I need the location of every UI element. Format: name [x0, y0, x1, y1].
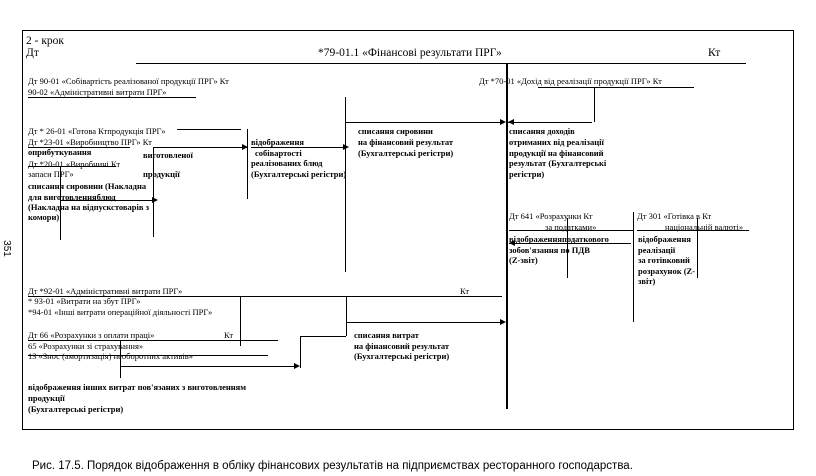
account-92-line — [28, 296, 502, 297]
account-92-01-kt: Кт — [460, 286, 470, 296]
connector — [509, 243, 631, 244]
figure-caption: Рис. 17.5. Порядок відображення в обліку фінансових результатів на підприємствах ресторанного господарства. — [32, 460, 633, 472]
account-13-line — [28, 355, 268, 356]
income-3: продукції на фінансовий — [509, 148, 604, 158]
main-account-kt: Кт — [708, 47, 721, 59]
account-66-kt: Кт — [224, 330, 234, 340]
fin-result-1a: списання сировини — [358, 126, 433, 136]
income-2: отриманих від реалізації — [509, 137, 604, 147]
account-301-split — [697, 218, 698, 278]
connector — [300, 336, 301, 368]
account-301-e: за готівковий — [638, 255, 690, 265]
account-92-01: Дт *92-01 «Адміністративні витрати ПРГ» — [28, 286, 183, 296]
connector — [633, 212, 634, 322]
fin-result-2c: (Бухгалтерські регістри) — [354, 351, 450, 361]
account-301-a: Дт 301 «Готівка в Кт — [637, 211, 712, 221]
account-90-line — [28, 97, 196, 98]
step-label: 2 - крок — [26, 35, 65, 47]
account-301-g: звіт) — [638, 276, 656, 286]
connector — [120, 366, 294, 367]
main-account-dt: Дт — [26, 47, 39, 59]
connector — [251, 147, 305, 148]
connector — [153, 147, 154, 237]
account-70-01: Дт *70-01 «Дохід від реалізації продукції ПРГ» Кт — [479, 76, 662, 86]
account-641-e: (Z-звіт) — [509, 255, 538, 265]
arrow-right-icon — [343, 144, 349, 150]
account-641-d: зобов'язання по ПДВ — [509, 245, 590, 255]
account-66: Дт 66 «Розрахунки з оплати праці» — [28, 330, 155, 340]
main-account-line — [136, 63, 746, 64]
arrow-right-icon — [500, 319, 506, 325]
account-301-c: відображення — [638, 234, 691, 244]
reflect-cost-3: реалізованих блюд — [251, 158, 323, 168]
connector — [594, 87, 595, 122]
account-20-line — [28, 166, 116, 167]
connector — [346, 296, 347, 336]
raw-writeoff-1: списання сировини (Накладна — [28, 181, 147, 191]
connector — [222, 147, 244, 148]
main-account-split-line — [506, 64, 508, 409]
account-641-line — [509, 230, 633, 231]
raw-writeoff-4: комори) — [28, 212, 60, 222]
account-641-b: за податками» — [545, 222, 597, 232]
products-label: продукції — [143, 169, 180, 179]
account-301-d: реалізації — [638, 245, 676, 255]
account-90-01: Дт 90-01 «Собівартість реалізованої продукції ПРГ» Кт — [28, 76, 229, 86]
page-number: 351 — [0, 240, 12, 257]
account-641-a: Дт 641 «Розрахунки Кт — [509, 211, 593, 221]
produced-label: виготовленої — [143, 150, 193, 160]
other-expenses-1: відображення інших витрат пов'язаних з виготовленням — [28, 382, 247, 392]
account-93-01: * 93-01 «Витрати на збут ПРГ» — [28, 296, 141, 306]
fin-result-2b: на фінансовий результат — [354, 341, 450, 351]
account-26-line — [177, 129, 241, 130]
connector — [345, 122, 500, 123]
connector — [346, 322, 500, 323]
account-20-01-a: Дт *20-01 «Виробничі Кт — [28, 159, 121, 169]
fin-result-1b: на фінансовий результат — [358, 137, 454, 147]
account-23-01: Дт *23-01 «Виробництво ПРГ» Кт — [28, 137, 152, 147]
fin-result-1c: (Бухгалтерські регістри) — [358, 148, 454, 158]
account-90-02: 90-02 «Адміністративні витрати ПРГ» — [28, 87, 167, 97]
account-26-01: Дт * 26-01 «Готова Ктпродукція ПРГ» — [28, 126, 166, 136]
reflect-cost-1: відображення — [251, 137, 304, 147]
arrow-right-icon — [500, 119, 506, 125]
connector — [247, 129, 248, 199]
connector — [60, 166, 61, 240]
account-301-f: розрахунок (Z- — [638, 266, 696, 276]
account-301-line — [637, 230, 749, 231]
reflect-cost-4: (Бухгалтерські регістри) — [251, 169, 347, 179]
income-4: результат (Бухгалтерські — [509, 158, 607, 168]
raw-writeoff-3: (Накладна на відпускстоварів з — [28, 202, 149, 212]
account-13: 13 «Знос (амортизація) необоротних активів» — [28, 351, 193, 361]
arrow-left-icon — [508, 119, 514, 125]
capitalization-label: оприбуткування — [28, 147, 92, 157]
arrow-left-icon — [509, 240, 515, 246]
reflect-cost-2: собівартості — [255, 148, 302, 158]
connector — [345, 97, 346, 272]
connector — [120, 340, 121, 378]
main-account-title: *79-01.1 «Фінансові результати ПРГ» — [318, 47, 502, 59]
arrow-right-icon — [242, 144, 248, 150]
account-66-line — [28, 340, 278, 341]
connector — [60, 200, 152, 201]
connector — [508, 122, 592, 123]
account-92-split — [240, 296, 241, 346]
other-expenses-2: продукції — [28, 393, 65, 403]
account-641-c: відображенняподаткового — [509, 234, 609, 244]
income-1: списання доходів — [509, 126, 575, 136]
other-expenses-3: (Бухгалтерські регістри) — [28, 404, 124, 414]
connector — [300, 336, 346, 337]
connector — [300, 147, 345, 148]
account-23-line — [28, 147, 130, 148]
account-70-line — [538, 87, 694, 88]
account-301-b: національній валюті» — [665, 222, 744, 232]
fin-result-2a: списання витрат — [354, 330, 419, 340]
account-94-01: *94-01 «Інші витрати операційної діяльності ПРГ» — [28, 307, 213, 317]
account-65: 65 «Розрахунки зі страхування» — [28, 341, 144, 351]
account-20-01-b: запаси ПРГ» — [28, 169, 74, 179]
raw-writeoff-2: для виготовленняблюд — [28, 192, 116, 202]
income-5: регістри) — [509, 169, 545, 179]
